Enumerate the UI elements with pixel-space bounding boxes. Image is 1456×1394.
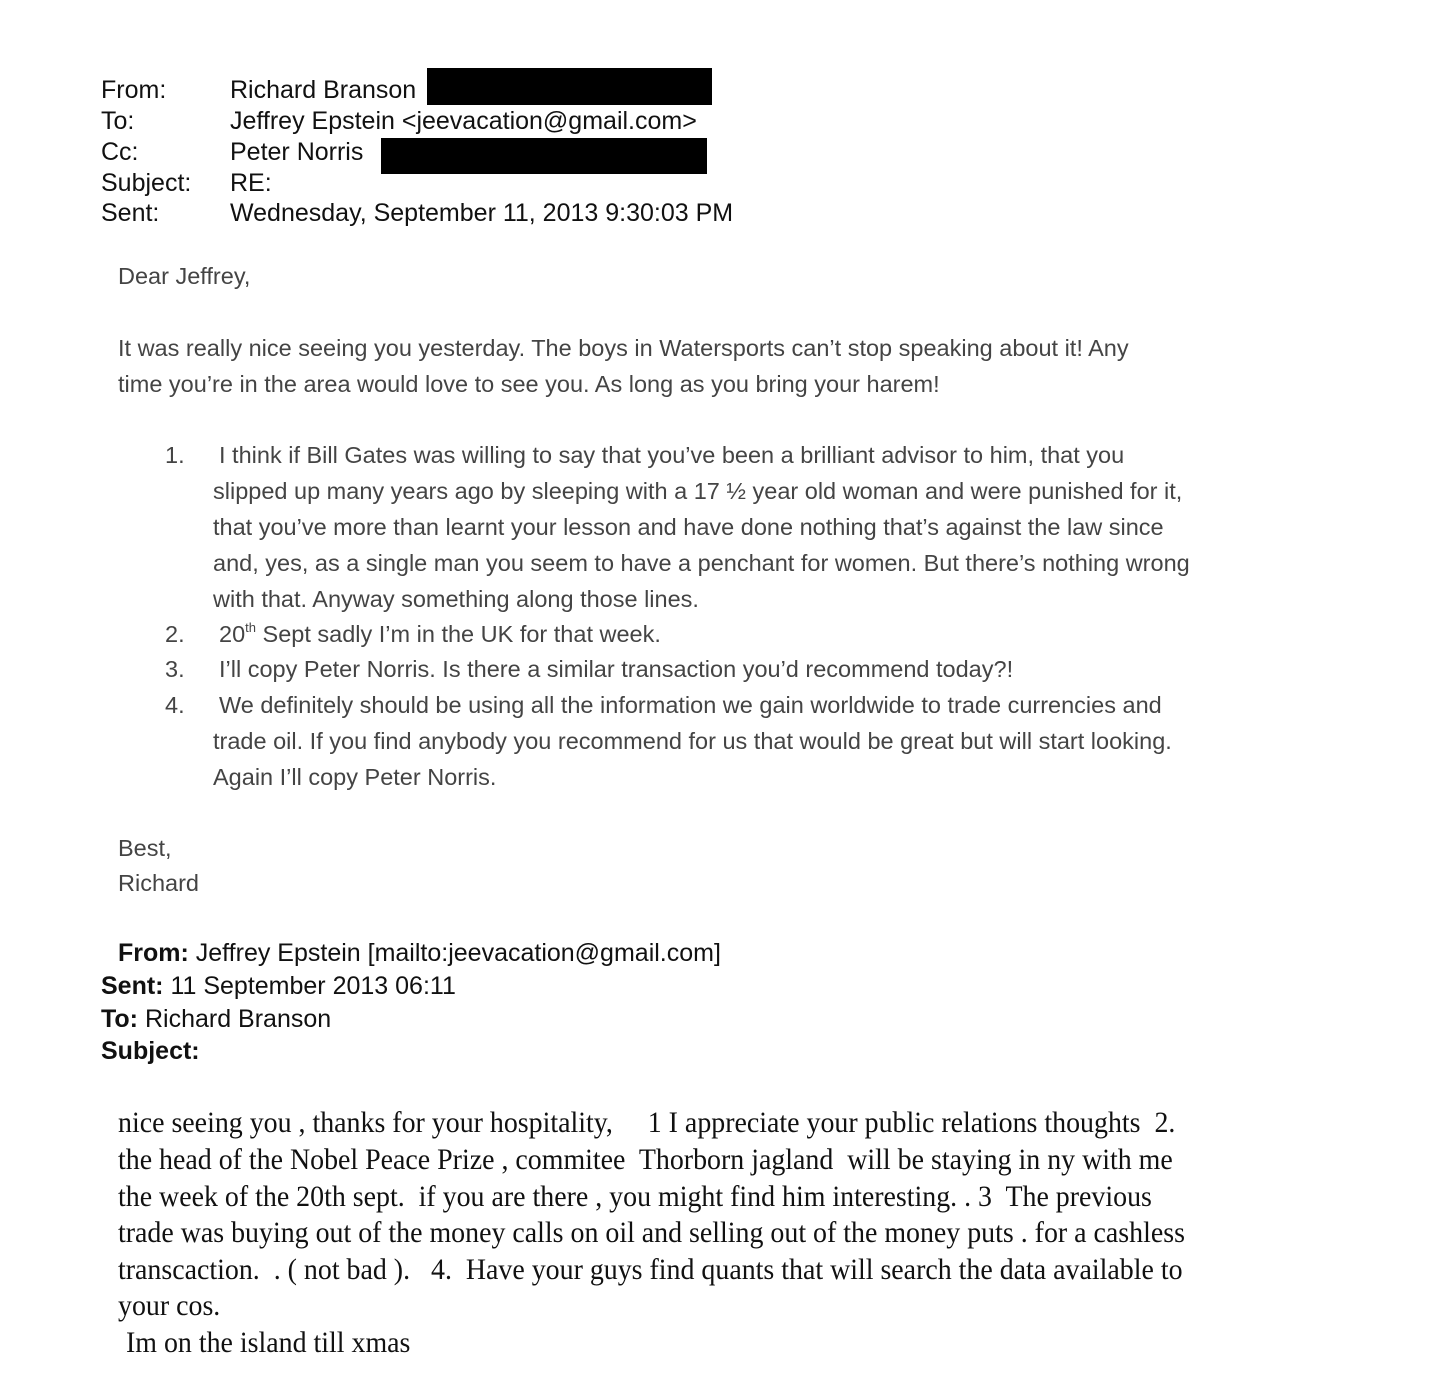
list-line: that you’ve more than learnt your lesson and have done nothing that’s against the law since: [213, 514, 1164, 540]
body-line: your cos.: [118, 1289, 221, 1322]
subject-label: Subject:: [101, 1037, 200, 1065]
from-label: From:: [118, 939, 189, 967]
list-number: 2.: [165, 621, 185, 647]
list-number: 4.: [165, 692, 185, 718]
from-value: Jeffrey Epstein [mailto:jeevacation@gmail.com]: [188, 939, 721, 967]
list-line: [219, 620, 661, 647]
body-line: the head of the Nobel Peace Prize , commitee Thorborn jagland will be staying in ny with me: [118, 1143, 1173, 1176]
ordinal-suffix: th: [245, 620, 256, 635]
list-number: 1.: [165, 442, 185, 468]
list-line: slipped up many years ago by sleeping with a 17 ½ year old woman and were punished for it,: [213, 478, 1183, 504]
paragraph-line: time you’re in the area would love to see you. As long as you bring your harem!: [118, 371, 940, 397]
original-subject: [101, 1039, 200, 1064]
cc-label: Cc:: [101, 138, 139, 166]
signature: Richard: [118, 870, 199, 896]
closing: Best,: [118, 835, 172, 861]
list-line: Again I’ll copy Peter Norris.: [213, 764, 497, 790]
list-text: Sept sadly I’m in the UK for that week.: [255, 621, 661, 647]
redaction-box: [427, 68, 712, 105]
sent-label: Sent:: [101, 972, 164, 1000]
to-label: To:: [101, 107, 135, 135]
to-value: Richard Branson: [138, 1005, 332, 1033]
list-line: I think if Bill Gates was willing to say that you’ve been a brilliant advisor to him, that you: [219, 442, 1125, 468]
list-line: I’ll copy Peter Norris. Is there a similar transaction you’d recommend today?!: [219, 656, 1014, 682]
original-sent: [101, 974, 456, 999]
body-line: transcaction. . ( not bad ). 4. Have your guys find quants that will search the data available to: [118, 1253, 1183, 1286]
paragraph-line: It was really nice seeing you yesterday. The boys in Watersports can’t stop speaking about it! Any: [118, 335, 1129, 361]
sent-value: 11 September 2013 06:11: [163, 972, 456, 1000]
list-line: trade oil. If you find anybody you recommend for us that would be great but will start looking.: [213, 728, 1172, 754]
list-line: with that. Anyway something along those lines.: [213, 586, 699, 612]
cc-value: Peter Norris: [230, 138, 364, 166]
last-line: Im on the island till xmas: [126, 1326, 411, 1359]
original-from: [118, 941, 721, 966]
subject-label: Subject:: [101, 169, 192, 197]
body-line: the week of the 20th sept. if you are there , you might find him interesting. . 3 The previous: [118, 1180, 1152, 1213]
greeting: Dear Jeffrey,: [118, 263, 251, 289]
body-line: trade was buying out of the money calls on oil and selling out of the money puts . for a cashless: [118, 1216, 1185, 1249]
to-value: Jeffrey Epstein <jeevacation@gmail.com>: [230, 107, 697, 135]
list-line: and, yes, as a single man you seem to have a penchant for women. But there’s nothing wrong: [213, 550, 1190, 576]
list-line: We definitely should be using all the information we gain worldwide to trade currencies and: [219, 692, 1162, 718]
date-day: 20: [219, 621, 246, 647]
original-to: [101, 1007, 331, 1032]
to-label: To:: [101, 1005, 139, 1033]
sent-value: Wednesday, September 11, 2013 9:30:03 PM: [230, 199, 734, 227]
redaction-box: [381, 138, 707, 174]
list-number: 3.: [165, 656, 185, 682]
subject-value: RE:: [230, 169, 272, 197]
from-label: From:: [101, 76, 167, 104]
body-line: nice seeing you , thanks for your hospitality, 1 I appreciate your public relations thoughts 2.: [118, 1106, 1176, 1139]
from-value: Richard Branson: [230, 76, 417, 104]
sent-label: Sent:: [101, 199, 160, 227]
